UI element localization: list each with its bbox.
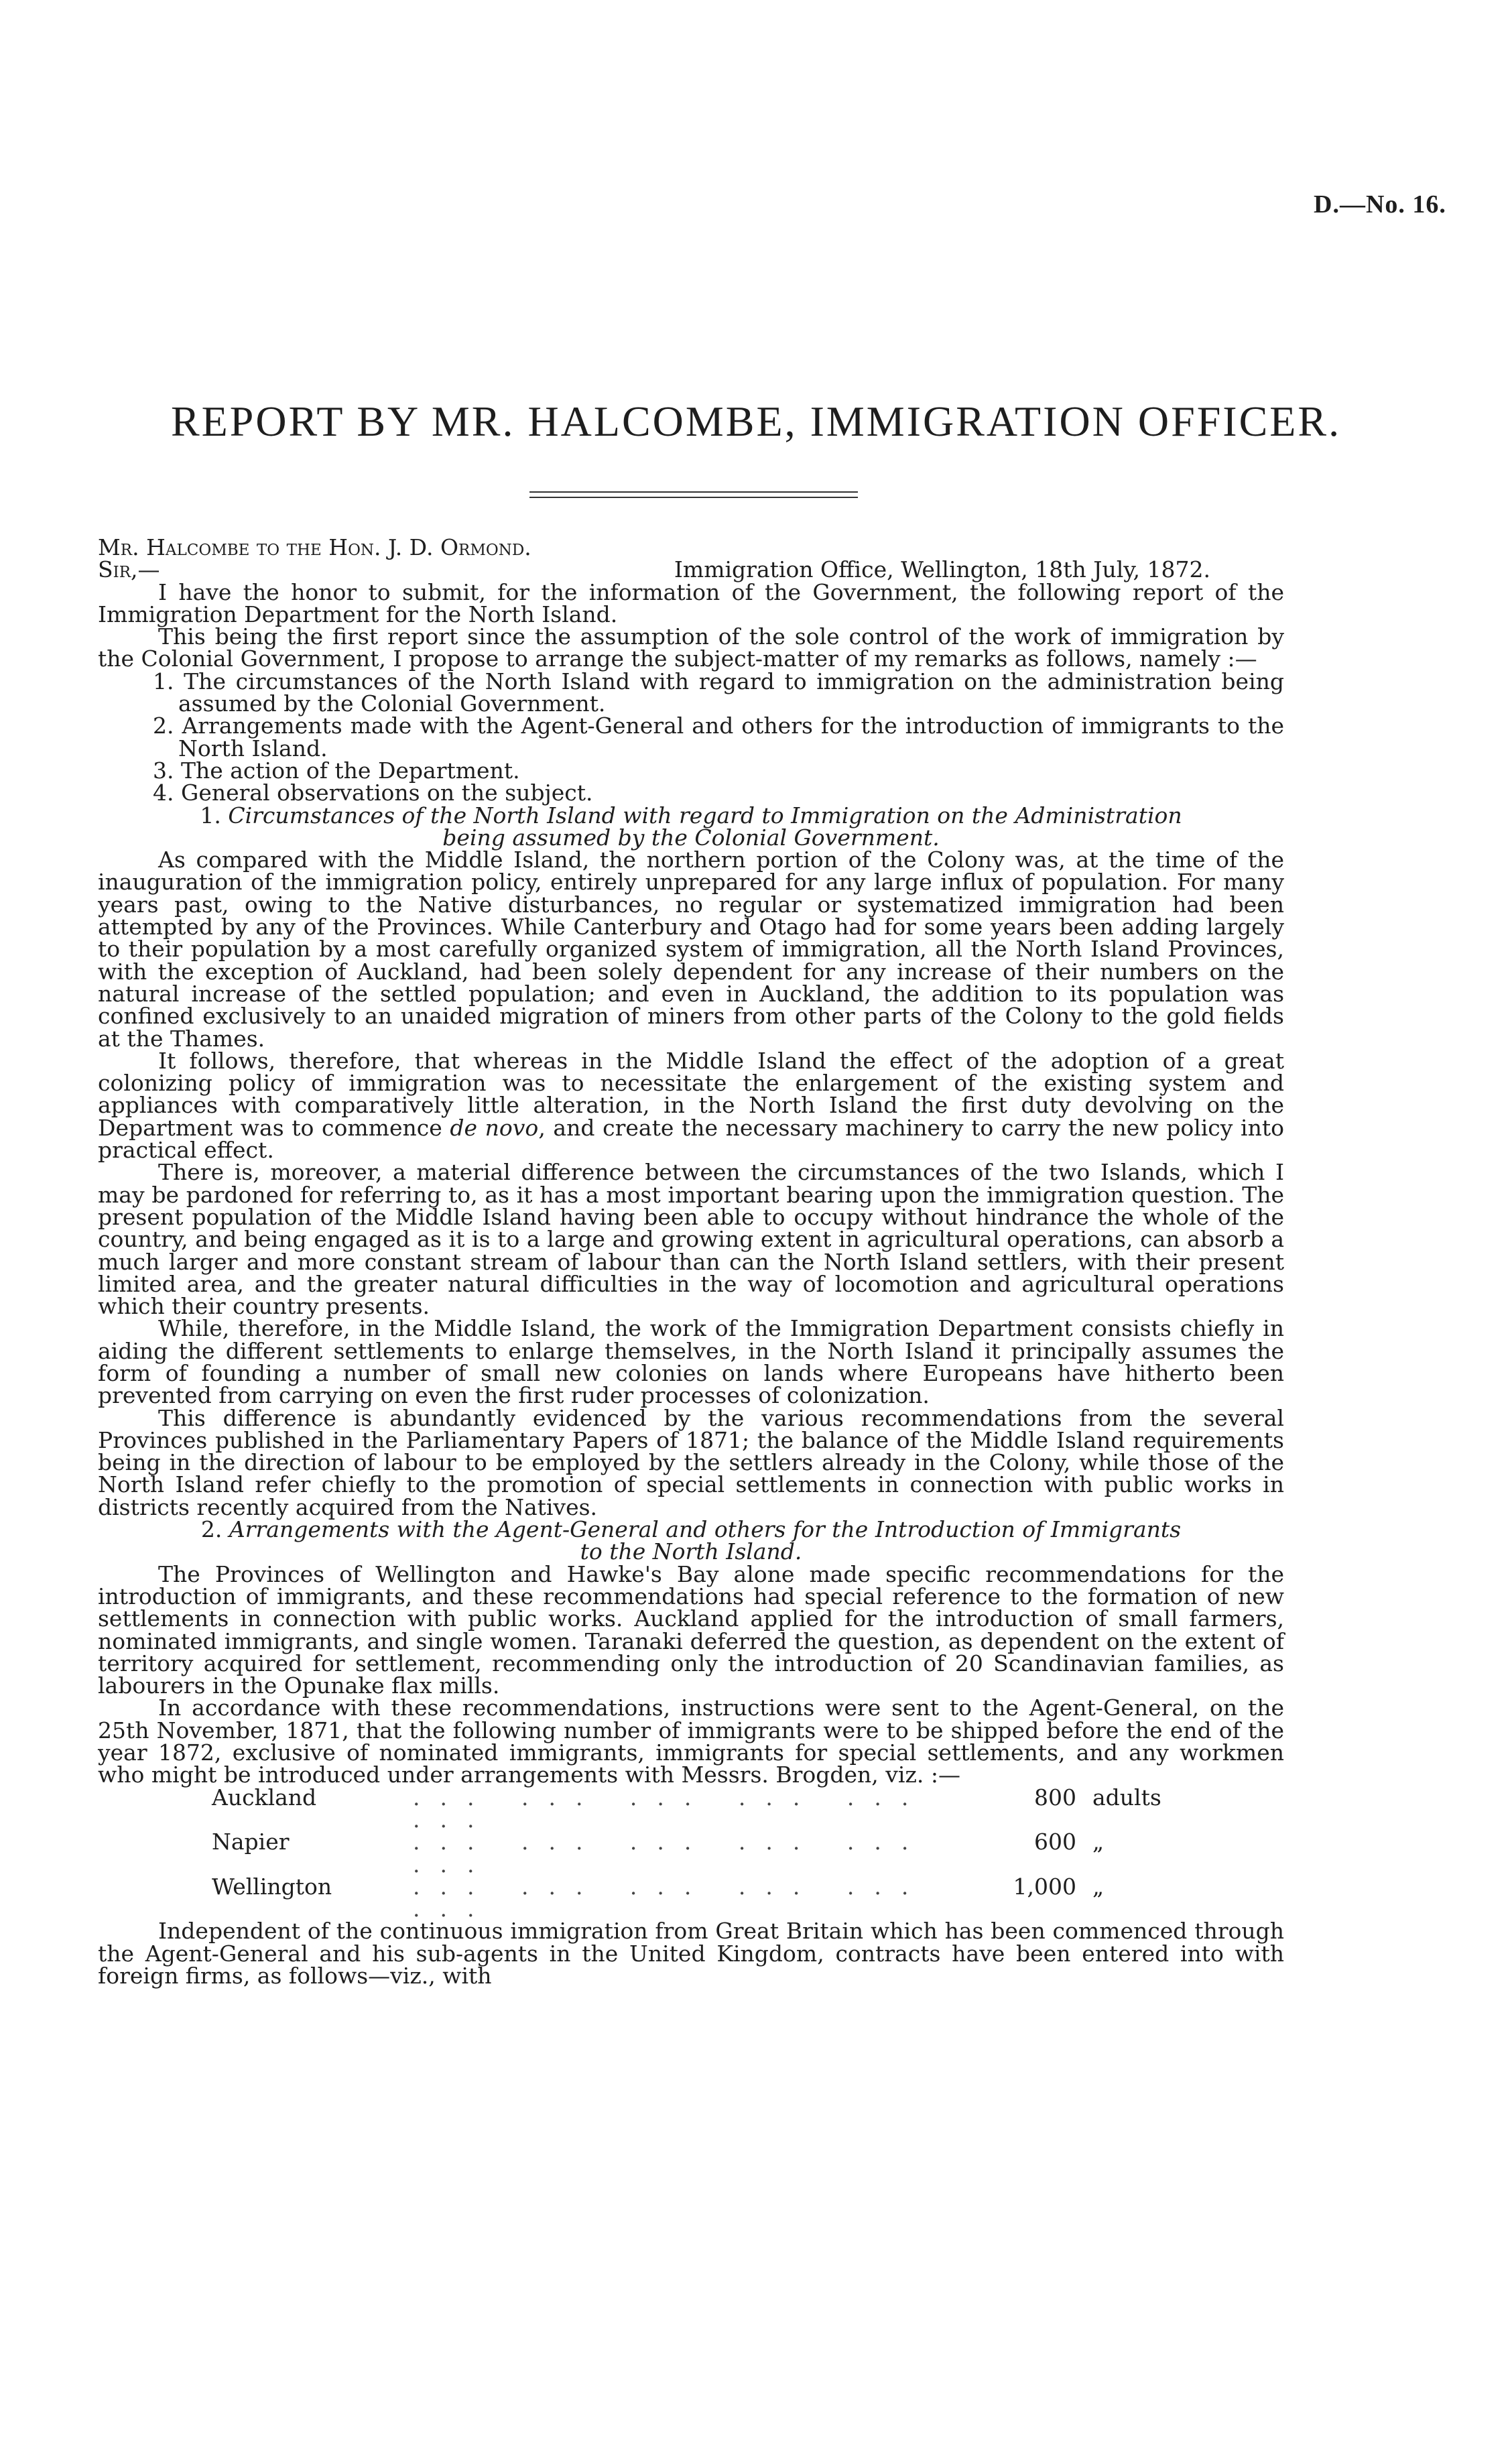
table-number: 800 bbox=[1034, 1784, 1076, 1811]
outline-item: 4. General observations on the subject. bbox=[153, 780, 593, 806]
latin-phrase: de novo bbox=[450, 1114, 539, 1141]
section-heading bbox=[98, 804, 1284, 849]
table-number: 1,000 bbox=[1013, 1873, 1076, 1900]
salutation-line bbox=[98, 556, 1284, 583]
table-place: Wellington bbox=[212, 1873, 332, 1900]
document-reference: D.—No. 16. bbox=[1314, 190, 1446, 219]
paragraph-text: It follows, therefore, that whereas in the Middle Island the effect of the adoption of a great colonizing policy of immigration was to necessitate the enlargement of the existing system and appliances with comparatively little alteration, in the North Island the first duty devolving on the Department was to commence bbox=[98, 1047, 1284, 1141]
table-place: Napier bbox=[212, 1829, 290, 1855]
outline-item: 2. Arrangements made with the Agent-General and others for the introduction of immigrants to the North Island. bbox=[153, 713, 1284, 761]
letter-heading: Mr. Halcombe to the Hon. J. D. Ormond. bbox=[98, 534, 531, 560]
section-number: 1. bbox=[200, 802, 221, 829]
title-rule bbox=[529, 497, 858, 498]
section-heading bbox=[98, 1518, 1284, 1563]
paragraph: Independent of the continuous immigration from Great Britain which has been commenced through the Agent-General and his sub-agents in the United Kingdom, contracts have been entered into with foreign firms, as follows—viz., with bbox=[98, 1918, 1284, 1989]
section-title: Arrangements with the Agent-General and others for the Introduction of Immigrants to the North Island. bbox=[229, 1516, 1182, 1565]
paragraph: As compared with the Middle Island, the northern portion of the Colony was, at the time of the inauguration of the immigration policy, entirely unprepared for any large influx of population. For many years past, owing to the Native disturbances, no regular or systematized immigration had been attempted by any of the Provinces. While Canterbury and Otago had for some years been adding largely to their population by a most carefully organized system of immigration, all the North Island Provinces, with the exception of Auckland, had been solely dependent for any increase of their numbers on the natural increase of the settled population; and even in Auckland, the addition to its population was confined exclusively to an unaided migration of miners from other parts of the Colony to the gold fields at the Thames. bbox=[98, 847, 1284, 1052]
salutation: Sir,— bbox=[98, 556, 160, 583]
section-title: Circumstances of the North Island with regard to Immigration on the Administration being assumed by the Colonial Government. bbox=[228, 802, 1182, 851]
paragraph: This difference is abundantly evidenced by the various recommendations from the several Provinces published in the Parliamentary Papers of 1871; the balance of the Middle Island requirements being in the direction of labour to be employed by the settlers already in the Colony, while those of the North Island refer chiefly to the promotion of special settlements in connection with public works in districts recently acquired from the Natives. bbox=[98, 1404, 1284, 1520]
paragraph: In accordance with these recommendations, instructions were sent to the Agent-General, on the 25th November, 1871, that the following number of immigrants were to be shipped before the end of the year 1872, exclusive of nominated immigrants, immigrants for special settlements, and any workmen who might be introduced under arrangements with Messrs. Brogden, viz. :— bbox=[98, 1695, 1284, 1788]
table-leader: ... ... ... ... ... ... bbox=[413, 1873, 929, 1922]
report-body bbox=[98, 536, 1284, 1987]
table-row bbox=[212, 1873, 1257, 1922]
table-leader: ... ... ... ... ... ... bbox=[413, 1784, 929, 1833]
table-row bbox=[212, 1831, 1257, 1876]
paragraph: This being the first report since the assumption of the sole control of the work of immigration by the Colonial Government, I propose to arrange the subject-matter of my remarks as follows, namely :— bbox=[98, 623, 1284, 672]
title-rule bbox=[529, 491, 858, 493]
paragraph-text: , and create the necessary machinery to carry the new policy into practical effect. bbox=[98, 1114, 1284, 1164]
table-unit: „ bbox=[1092, 1873, 1105, 1900]
table-unit: adults bbox=[1092, 1784, 1161, 1811]
table-row bbox=[212, 1786, 1257, 1831]
paragraph: There is, moreover, a material difference between the circumstances of the two Islands, which I may be pardoned for referring to, as it has a most important bearing upon the immigration question. The present population of the Middle Island having been able to occupy without hindrance the whole of the country, and being engaged as it is to a large and growing extent in agricultural operations, can absorb a much larger and more constant stream of labour than can the North Island settlers, with their present limited area, and the greater natural difficulties in the way of locomotion and agricultural operations which their country presents. bbox=[98, 1159, 1284, 1320]
paragraph bbox=[98, 1047, 1284, 1164]
immigrant-table bbox=[212, 1786, 1257, 1920]
outline-item: 3. The action of the Department. bbox=[153, 757, 520, 784]
table-number: 600 bbox=[1034, 1829, 1076, 1855]
table-unit: „ bbox=[1092, 1829, 1105, 1855]
report-title: REPORT BY MR. HALCOMBE, IMMIGRATION OFFICER. bbox=[170, 397, 1342, 445]
table-place: Auckland bbox=[212, 1784, 317, 1811]
paragraph: While, therefore, in the Middle Island, the work of the Immigration Department consists chiefly in aiding the different settlements to enlarge themselves, in the North Island it principally assumes the form of founding a number of small new colonies on lands where Europeans have hitherto been prevented from carrying on even the first ruder processes of colonization. bbox=[98, 1315, 1284, 1409]
section-number: 2. bbox=[200, 1516, 223, 1543]
paragraph: I have the honor to submit, for the information of the Government, the following report of the Immigration Department for the North Island. bbox=[98, 578, 1284, 627]
outline-item: 1. The circumstances of the North Island with regard to immigration on the administration being assumed by the Colonial Government. bbox=[153, 668, 1284, 717]
office-date: Immigration Office, Wellington, 18th July, 1872. bbox=[674, 556, 1210, 583]
table-leader: ... ... ... ... ... ... bbox=[413, 1829, 929, 1878]
paragraph: The Provinces of Wellington and Hawke's Bay alone made specific recommendations for the introduction of immigrants, and these recommendations had special reference to the formation of new settlements in connection with public works. Auckland applied for the introduction of small farmers, nominated immigrants, and single women. Taranaki deferred the question, as dependent on the extent of territory acquired for settlement, recommending only the introduction of 20 Scandinavian families, as labourers in the Opunake flax mills. bbox=[98, 1560, 1284, 1699]
